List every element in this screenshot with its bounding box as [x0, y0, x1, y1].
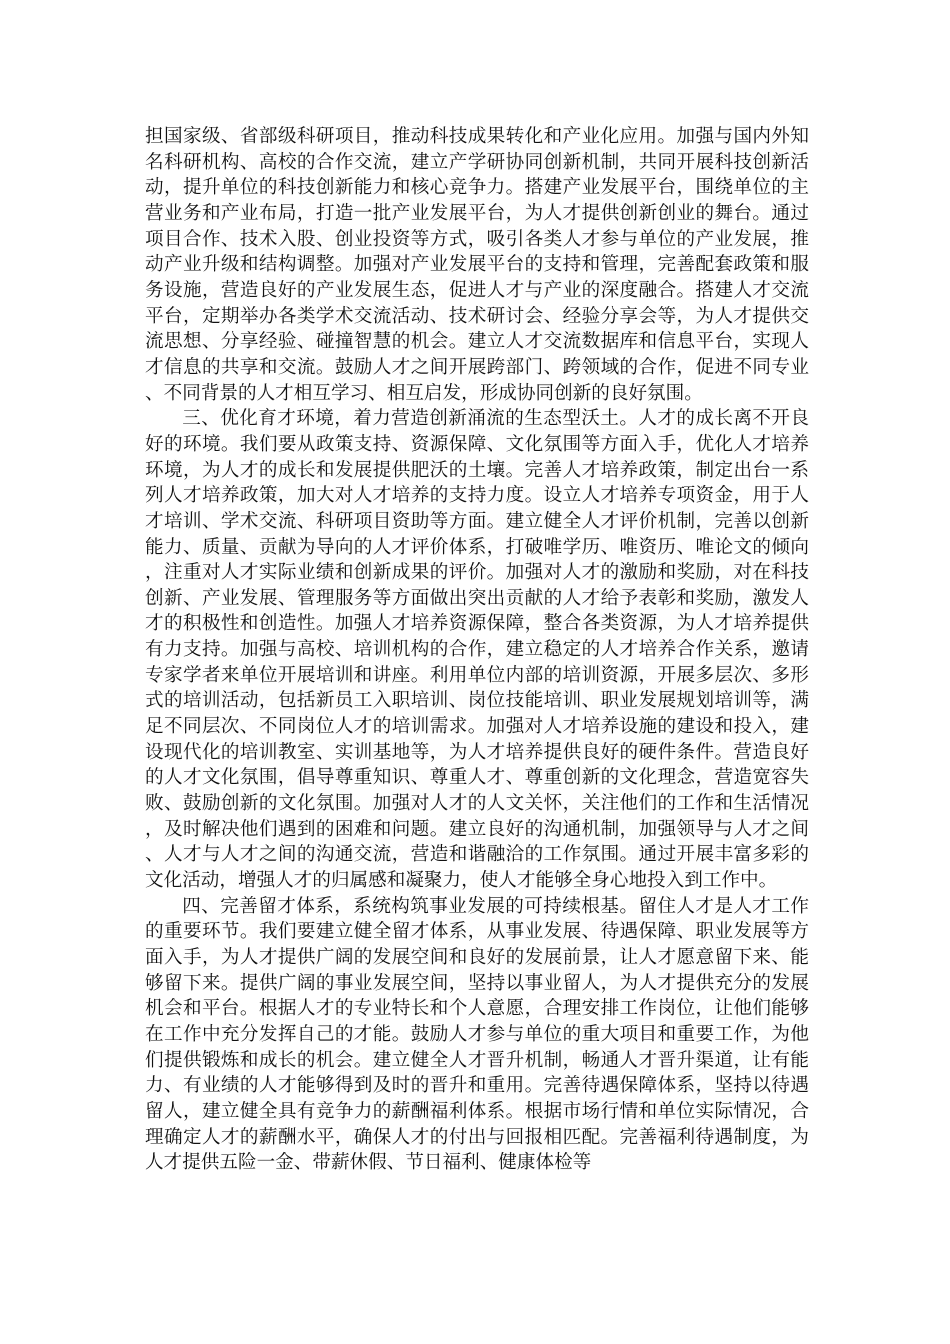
paragraph-section-three: 三、优化育才环境，着力营造创新涌流的生态型沃土。人才的成长离不开良好的环境。我们要从政策支持、资源保障、文化氛围等方面入手，优化人才培养环境，为人才的成长和发展提供肥沃的土壤。完善人才培养政策，制定出台一系列人才培养政策，加大对人才培养的支持力度。设立人才培养专项资金，用于人才培训、学术交流、科研项目资助等方面。建立健全人才评价机制，完善以创新能力、质量、贡献为导向的人才评价体系，打破唯学历、唯资历、唯论文的倾向，注重对人才实际业绩和创新成果的评价。加强对人才的激励和奖励，对在科技创新、产业发展、管理服务等方面做出突出贡献的人才给予表彰和奖励，激发人才的积极性和创造性。加强人才培养资源保障，整合各类资源，为人才培养提供有力支持。加强与高校、培训机构的合作，建立稳定的人才培养合作关系，邀请专家学者来单位开展培训和讲座。利用单位内部的培训资源，开展多层次、多形式的培训活动，包括新员工入职培训、岗位技能培训、职业发展规划培训等，满足不同层次、不同岗位人才的培训需求。加强对人才培养设施的建设和投入，建设现代化的培训教室、实训基地等，为人才培养提供良好的硬件条件。营造良好的人才文化氛围，倡导尊重知识、尊重人才、尊重创新的文化理念，营造宽容失败、鼓励创新的文化氛围。加强对人才的人文关怀，关注他们的工作和生活情况，及时解决他们遇到的困难和问题。建立良好的沟通机制，加强领导与人才之间、人才与人才之间的沟通交流，营造和谐融洽的工作氛围。通过开展丰富多彩的文化活动，增强人才的归属感和凝聚力，使人才能够全身心地投入到工作中。	[145, 408, 809, 892]
paragraph-continuation: 担国家级、省部级科研项目，推动科技成果转化和产业化应用。加强与国内外知名科研机构、高校的合作交流，建立产学研协同创新机制，共同开展科技创新活动，提升单位的科技创新能力和核心竞争力。搭建产业发展平台，围绕单位的主营业务和产业布局，打造一批产业发展平台，为人才提供创新创业的舞台。通过项目合作、技术入股、创业投资等方式，吸引各类人才参与单位的产业发展，推动产业升级和结构调整。加强对产业发展平台的支持和管理，完善配套政策和服务设施，营造良好的产业发展生态，促进人才与产业的深度融合。搭建人才交流平台，定期举办各类学术交流活动、技术研讨会、经验分享会等，为人才提供交流思想、分享经验、碰撞智慧的机会。建立人才交流数据库和信息平台，实现人才信息的共享和交流。鼓励人才之间开展跨部门、跨领域的合作，促进不同专业、不同背景的人才相互学习、相互启发，形成协同创新的良好氛围。	[145, 126, 809, 404]
document-body	[145, 124, 809, 1176]
paragraph-section-four: 四、完善留才体系，系统构筑事业发展的可持续根基。留住人才是人才工作的重要环节。我们要建立健全留才体系，从事业发展、待遇保障、职业发展等方面入手，为人才提供广阔的发展空间和良好的发展前景，让人才愿意留下来、能够留下来。提供广阔的事业发展空间，坚持以事业留人，为人才提供充分的发展机会和平台。根据人才的专业特长和个人意愿，合理安排工作岗位，让他们能够在工作中充分发挥自己的才能。鼓励人才参与单位的重大项目和重要工作，为他们提供锻炼和成长的机会。建立健全人才晋升机制，畅通人才晋升渠道，让有能力、有业绩的人才能够得到及时的晋升和重用。完善待遇保障体系，坚持以待遇留人，建立健全具有竞争力的薪酬福利体系。根据市场行情和单位实际情况，合理确定人才的薪酬水平，确保人才的付出与回报相匹配。完善福利待遇制度，为人才提供五险一金、带薪休假、节日福利、健康体检等	[145, 895, 809, 1174]
